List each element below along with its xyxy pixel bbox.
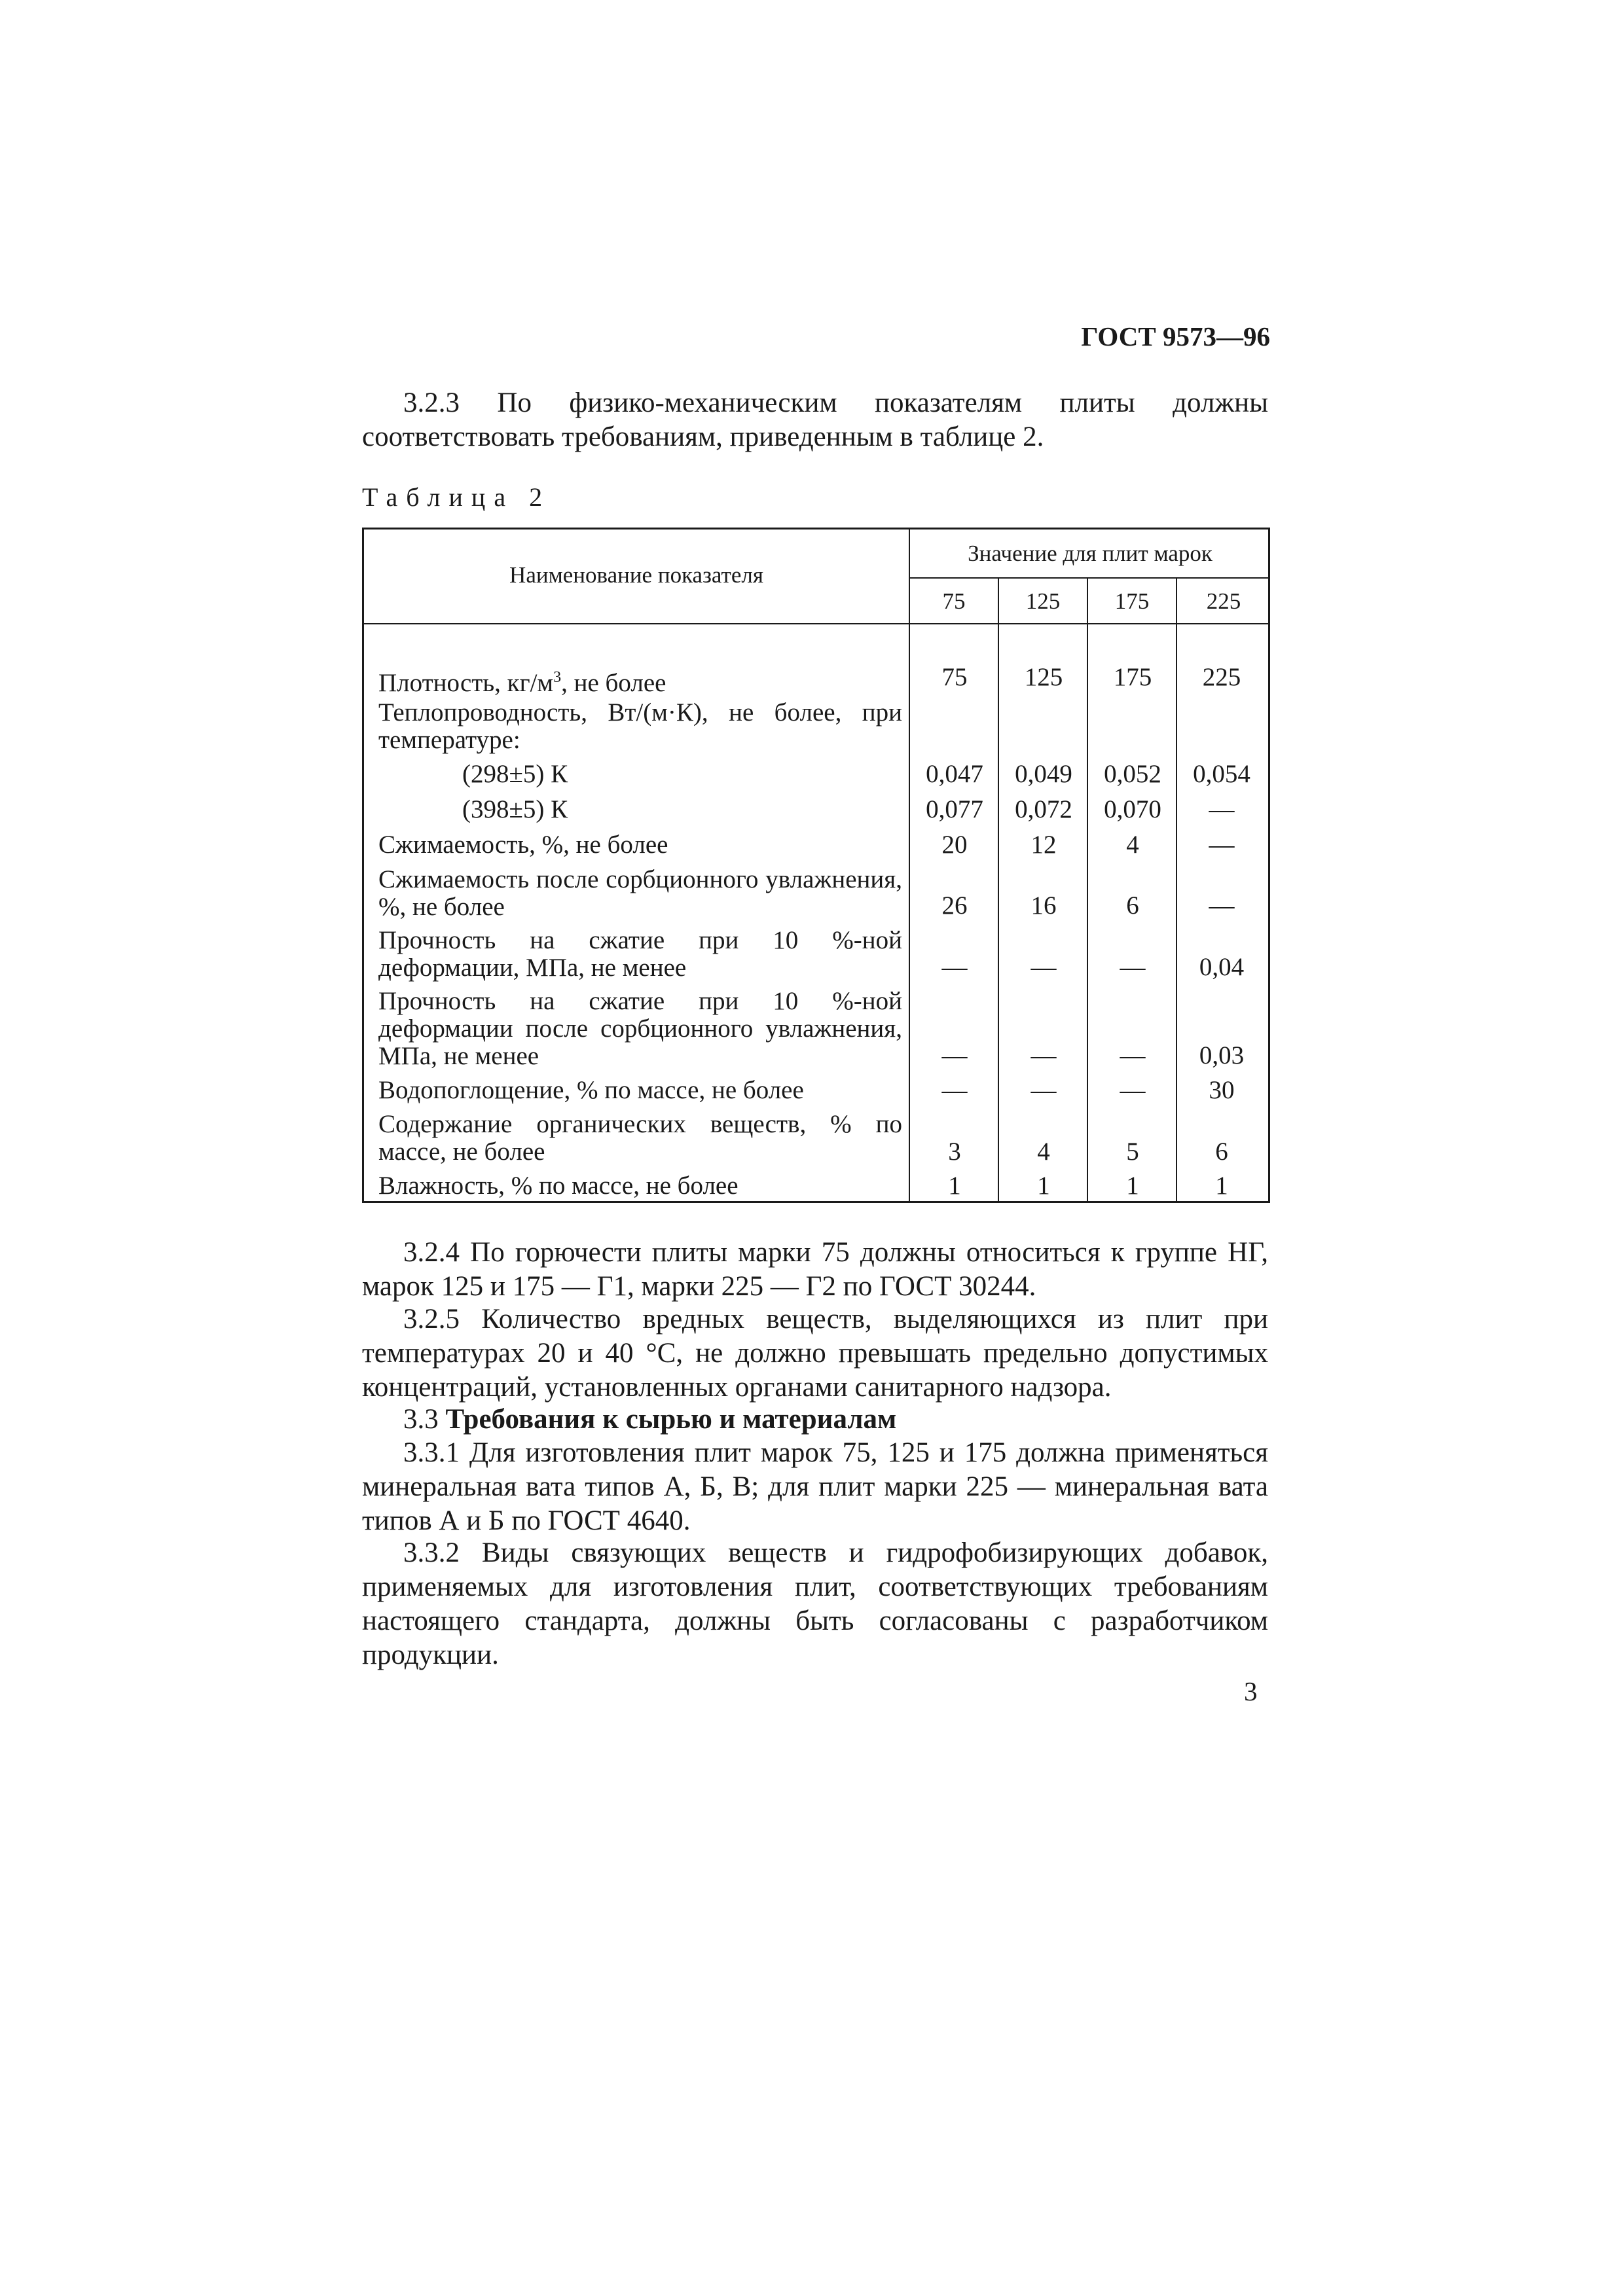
document-code: ГОСТ 9573—96 xyxy=(1081,321,1270,351)
table-cell: 1 xyxy=(1215,1172,1228,1200)
table-cell: 0,070 xyxy=(1104,795,1161,823)
row-label-superscript: 3 xyxy=(553,669,562,686)
table-cell: 0,077 xyxy=(926,795,983,823)
grade-header: 225 xyxy=(1206,588,1241,614)
paragraph-3-2-4-text: 3.2.4 По горючести плиты марки 75 должны относиться к группе НГ, марок 125 и 175 — Г1, марки 225 — Г2 по ГОСТ 30244. xyxy=(362,1237,1268,1302)
grade-header: 125 xyxy=(1025,588,1061,614)
table-cell: — xyxy=(941,1041,968,1069)
properties-table xyxy=(362,528,1270,1203)
row-label-compressive-strength-sorption: Прочность на сжатие при 10 %-ной деформации после сорбционного увлажнения, МПа, не менее xyxy=(378,987,902,1070)
table-cell: — xyxy=(941,953,968,981)
paragraph-3-2-3 xyxy=(362,386,1268,454)
table-cell: — xyxy=(1120,953,1146,981)
paragraph-3-2-5-text: 3.2.5 Количество вредных веществ, выделяющихся из плит при температурах 20 и 40 °С, не должно превышать предельно допустимых концентраций, установленных органами санитарного надзора. xyxy=(362,1304,1268,1403)
row-label-compressive-strength: Прочность на сжатие при 10 %-ной деформации, МПа, не менее xyxy=(378,926,902,982)
table-cell: — xyxy=(1030,1076,1057,1104)
table-cell: 0,047 xyxy=(926,760,983,788)
section-title: Требования к сырью и материалам xyxy=(445,1404,897,1435)
paragraph-3-3-2 xyxy=(362,1536,1268,1672)
table-cell: 125 xyxy=(1024,663,1063,691)
table-cell: 0,049 xyxy=(1015,760,1072,788)
table-cell: 0,054 xyxy=(1193,760,1250,788)
table-cell: 4 xyxy=(1126,831,1139,859)
table-grid-line xyxy=(910,577,1270,579)
table-cell: 30 xyxy=(1209,1076,1235,1104)
column-header-name: Наименование показателя xyxy=(509,562,763,588)
table-cell: 5 xyxy=(1126,1138,1139,1166)
table-cell: 3 xyxy=(948,1138,961,1166)
paragraph-3-3-1-text: 3.3.1 Для изготовления плит марок 75, 125 и 175 должна применяться минеральная вата типов А, Б, В; для плит марки 225 — минеральная вата типов А и Б по ГОСТ 4640. xyxy=(362,1437,1268,1536)
table-cell: 26 xyxy=(941,891,968,920)
table-cell: 1 xyxy=(1126,1172,1139,1200)
table-cell: 1 xyxy=(1037,1172,1050,1200)
table-grid-line xyxy=(364,623,1270,624)
table-cell: 0,072 xyxy=(1015,795,1072,823)
table-cell: 6 xyxy=(1215,1138,1228,1166)
table-cell: 20 xyxy=(941,831,968,859)
table-cell: 175 xyxy=(1113,663,1152,691)
table-cell: 12 xyxy=(1030,831,1057,859)
table-cell: — xyxy=(1120,1041,1146,1069)
grade-header: 175 xyxy=(1114,588,1150,614)
table-cell: 75 xyxy=(941,663,968,691)
table-caption: Таблица 2 xyxy=(362,482,551,512)
row-label-298k: (298±5) К xyxy=(462,760,568,788)
table-cell: 6 xyxy=(1126,891,1139,920)
paragraph-3-3-2-text: 3.3.2 Виды связующих веществ и гидрофобизирующих добавок, применяемых для изготовления плит, соответствующих требованиям настоящего стандарта, должны быть согласованы с разработчиком продукции. xyxy=(362,1537,1268,1670)
column-group-header: Значение для плит марок xyxy=(968,541,1213,566)
table-cell: — xyxy=(1030,953,1057,981)
table-cell: — xyxy=(1209,795,1235,823)
paragraph-3-2-5 xyxy=(362,1302,1268,1405)
table-cell: 1 xyxy=(948,1172,961,1200)
paragraph-3-2-4 xyxy=(362,1236,1268,1304)
table-cell: — xyxy=(1030,1041,1057,1069)
table-cell: 225 xyxy=(1202,663,1241,691)
table-cell: 0,03 xyxy=(1199,1041,1245,1069)
row-label-thermal-conductivity: Теплопроводность, Вт/(м·К), не более, при температуре: xyxy=(378,698,902,754)
table-cell: — xyxy=(1209,891,1235,920)
grade-header: 75 xyxy=(942,588,966,614)
row-label-organic-content: Содержание органических веществ, % по массе, не более xyxy=(378,1110,902,1166)
table-cell: 0,04 xyxy=(1199,953,1245,981)
table-cell: — xyxy=(941,1076,968,1104)
section-3-3-heading xyxy=(362,1403,1268,1437)
paragraph-3-2-3-text: 3.2.3 По физико-механическим показателям плиты должны соответствовать требованиям, приведенным в таблице 2. xyxy=(362,387,1268,452)
row-label-compressibility: Сжимаемость, %, не более xyxy=(378,831,668,859)
row-label-water-absorption: Водопоглощение, % по массе, не более xyxy=(378,1076,804,1104)
section-number: 3.3 xyxy=(403,1404,439,1435)
row-label-398k: (398±5) К xyxy=(462,795,568,823)
table-cell: 16 xyxy=(1030,891,1057,920)
row-label-text: , не более xyxy=(561,669,666,697)
table-cell: — xyxy=(1209,831,1235,859)
paragraph-3-3-1 xyxy=(362,1436,1268,1538)
page-number: 3 xyxy=(1244,1676,1258,1706)
row-label-moisture: Влажность, % по массе, не более xyxy=(378,1172,739,1200)
row-label-compressibility-sorption: Сжимаемость после сорбционного увлажнения, %, не более xyxy=(378,865,902,921)
table-cell: 0,052 xyxy=(1104,760,1161,788)
row-label-text: Плотность, кг/м xyxy=(378,669,554,697)
table-cell: — xyxy=(1120,1076,1146,1104)
table-cell: 4 xyxy=(1037,1138,1050,1166)
